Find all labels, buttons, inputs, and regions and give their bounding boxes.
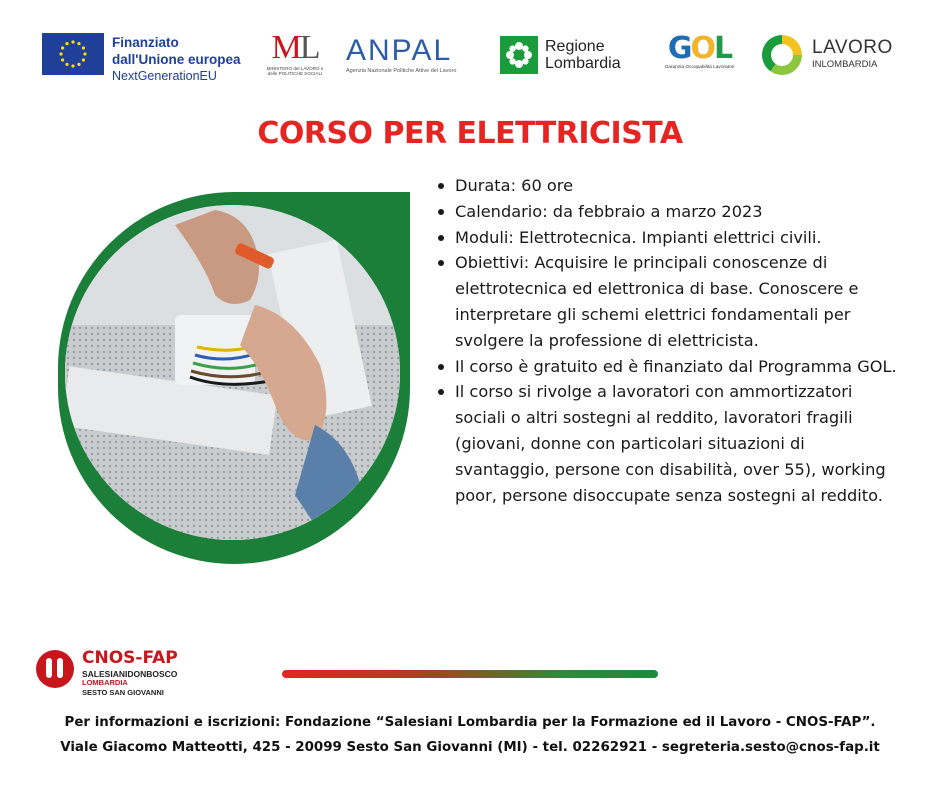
info-calendar: Calendario: da febbraio a marzo 2023 [434, 199, 904, 225]
ministry-mark: ML [271, 29, 319, 66]
ministry-caption: MINISTERO del LAVORO e delle POLITICHE SOCIALI [266, 66, 324, 76]
gol-letter-g: G [667, 31, 691, 66]
lombardia-line2: Lombardia [545, 55, 621, 72]
gol-logo [662, 33, 737, 70]
contact-info [0, 710, 940, 760]
lavoro-line2: INLOMBARDIA [812, 59, 878, 70]
ministry-labour-logo [265, 30, 325, 80]
cnos-name: CNOS-FAP [82, 648, 178, 668]
info-objectives: Obiettivi: Acquisire le principali conoscenze di elettrotecnica ed elettronica di base. Conoscere e interpretare gli schemi elettrici fondamentali per svolgere la professione di elettricista. [434, 250, 904, 353]
cnos-line2: SALESIANIDONBOSCO [82, 669, 178, 679]
info-target: Il corso si rivolge a lavoratori con ammortizzatori sociali o altri sostegni al reddito, lavoratori fragili (giovani, donne con particolari situazioni di svantaggio, persone con disabilità, over 55), working poor, persone disoccupate senza sostegni al reddito. [434, 379, 904, 508]
info-funding: Il corso è gratuito ed è finanziato dal Programma GOL. [434, 354, 904, 380]
lombardia-line1: Regione [545, 38, 605, 55]
info-modules: Moduli: Elettrotecnica. Impianti elettrici civili. [434, 225, 904, 251]
gol-caption: Garanzia Occupabilità Lavoratori [664, 65, 735, 70]
contact-line1: Per informazioni e iscrizioni: Fondazione “Salesiani Lombardia per la Formazione ed il Lavoro - CNOS-FAP”. [64, 715, 876, 730]
eu-funding-text [112, 34, 240, 85]
gol-letter-o: O [690, 31, 714, 66]
cnos-line3: LOMBARDIA [82, 678, 128, 687]
eu-line1: Finanziato [112, 35, 179, 50]
lavoro-ring-icon [762, 35, 802, 75]
lombardia-rose-icon [500, 36, 538, 74]
eu-line3: NextGenerationEU [112, 69, 217, 83]
electrician-photo [65, 205, 400, 540]
eu-line2: dall'Unione europea [112, 52, 241, 67]
anpal-caption: Agenzia Nazionale Politiche Attive del Lavoro [346, 68, 457, 74]
gol-letter-l: L [714, 31, 732, 66]
cnos-line4: SESTO SAN GIOVANNI [82, 688, 164, 697]
anpal-logo [346, 36, 476, 74]
info-duration: Durata: 60 ore [434, 173, 904, 199]
lavoro-line1: LAVORO [812, 37, 893, 58]
eu-flag-logo [42, 33, 104, 75]
page-title: CORSO PER ELETTRICISTA [257, 116, 683, 151]
gradient-divider [282, 670, 658, 678]
anpal-name: ANPAL [346, 34, 453, 67]
cnos-people-icon [36, 650, 74, 688]
course-info-list [434, 173, 904, 508]
contact-line2: Viale Giacomo Matteotti, 425 - 20099 Sesto San Giovanni (MI) - tel. 02262921 - segreteria.sesto@cnos-fap.it [60, 740, 880, 755]
